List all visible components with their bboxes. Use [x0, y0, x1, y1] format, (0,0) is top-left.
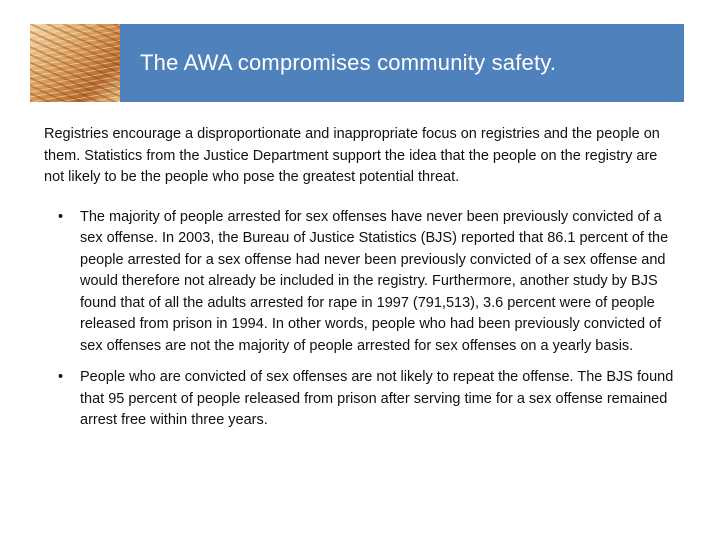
bullet-text: The majority of people arrested for sex offenses have never been previously convicted of a sex offense. In 2003, the Bureau of Justice Statistics (BJS) reported that 86.1 percent of the people arrested for a sex offense had never been previously convicted of a sex offense and would therefore not already be included in the registry. Furthermore, another study by BJS found that of all the adults arrested for rape in 1997 (791,513), 3.6 percent were of people released from prison in 1994. In other words, people who had been previously convicted of sex offenses are not the majority of people arrested for sex offenses on a yearly basis.	[80, 208, 669, 354]
title-band	[120, 24, 684, 102]
bullet-item	[44, 367, 680, 432]
intro-paragraph: Registries encourage a disproportionate and inappropriate focus on registries and the people on them. Statistics from the Justice Department support the idea that the people on the registry are not likely to be the people who pose the greatest potential threat.	[44, 126, 660, 185]
bullet-text: People who are convicted of sex offenses are not likely to repeat the offense. The BJS found that 95 percent of people released from prison after serving time for a sex offense remained arrest free within three years.	[80, 369, 674, 428]
slide-header	[30, 24, 684, 102]
bullet-item	[44, 207, 680, 358]
bullet-icon: •	[58, 369, 64, 385]
bullet-icon: •	[58, 208, 64, 225]
newspaper-image	[30, 24, 120, 102]
slide-content	[44, 124, 680, 442]
bullet-list	[44, 207, 680, 432]
slide-title: The AWA compromises community safety.	[140, 50, 557, 75]
